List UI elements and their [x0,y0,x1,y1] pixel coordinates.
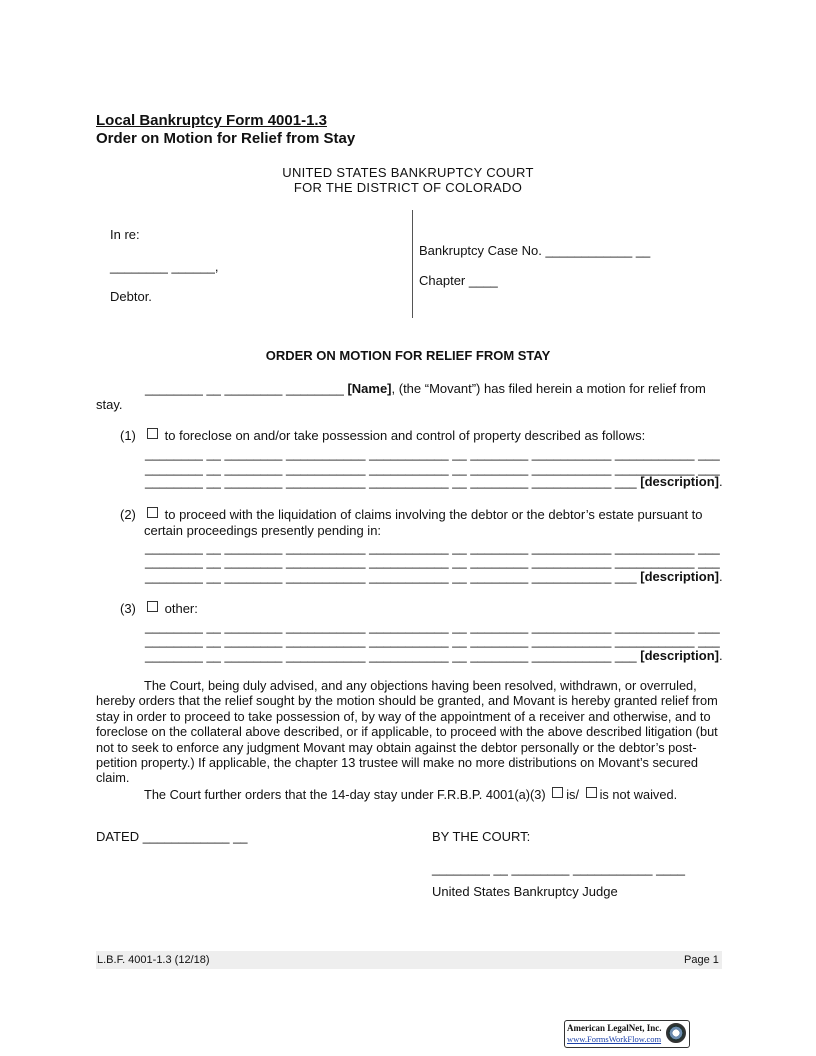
chapter-field[interactable]: Chapter ____ [419,273,498,288]
item-3-option [144,601,198,616]
order-paragraph-1: The Court, being duly advised, and any objections having been resolved, withdrawn, or overruled, hereby orders that the relief sought by the motion should be granted, and Movant is hereby granted relief from stay in order to proceed to take possession of, by way of the appointment of a receiver and otherwise, and to foreclose on the collateral above described, or if applicable, to proceed with the above described litigation (but not to seek to enforce any judgment Movant may obtain against the debtor personally or the debtor’s post-petition property.) If applicable, the chapter 13 trustee will make no more distributions on Movant’s secured claim. [96,678,718,786]
legalnet-globe-icon [666,1023,686,1043]
item-2-line-1[interactable]: ________ __ ________ ___________ ___________ __ ________ ___________ ___________ ___ [145,540,720,555]
movant-intro-text: , (the “Movant”) has filed herein a motion for relief from [391,381,706,396]
legalnet-logo-name: American LegalNet, Inc. [567,1023,662,1033]
item-1-option [144,428,645,443]
in-re-label: In re: [110,227,140,242]
judge-signature-line[interactable]: ________ __ ________ ___________ ____ [432,861,686,876]
movant-intro [145,381,706,396]
name-tag: [Name] [347,381,392,396]
form-number-title: Local Bankruptcy Form 4001-1.3 [96,112,327,129]
item-3-checkbox[interactable] [147,601,158,612]
stay-not-waived-checkbox[interactable] [586,787,597,798]
movant-name-blank[interactable]: ________ __ ________ ________ [145,381,348,396]
item-2-option [144,507,703,522]
item-2-period: . [718,569,723,584]
order-body [96,678,721,802]
item-3-number: (3) [120,601,136,616]
footer-form-id: L.B.F. 4001-1.3 (12/18) [97,954,210,966]
stay-is-waived-checkbox[interactable] [552,787,563,798]
item-1-line-3 [145,474,723,489]
court-district: FOR THE DISTRICT OF COLORADO [293,180,523,195]
item-2-text: to proceed with the liquidation of claims involving the debtor or the debtor’s estate pursuant to [164,507,703,522]
item-3-description-tag: [description] [640,648,719,663]
item-1-text: to foreclose on and/or take possession and control of property described as follows: [164,428,646,443]
caption-divider [412,210,413,318]
debtor-name-blank[interactable]: ________ ______, [110,259,219,274]
movant-intro-wrap: stay. [96,397,123,412]
item-1-checkbox[interactable] [147,428,158,439]
item-2-checkbox[interactable] [147,507,158,518]
debtor-label: Debtor. [110,289,152,304]
item-3-line-1[interactable]: ________ __ ________ ___________ ___________ __ ________ ___________ ___________ ___ [145,619,720,634]
item-1-line-3-blank[interactable]: ________ __ ________ ___________ ___________ __ ________ ___________ ___ [145,474,641,489]
item-1-period: . [718,474,723,489]
judge-title: United States Bankruptcy Judge [432,884,618,899]
form-subtitle: Order on Motion for Relief from Stay [96,130,356,147]
legalnet-logo-link[interactable]: www.FormsWorkFlow.com [567,1034,662,1044]
court-name: UNITED STATES BANKRUPTCY COURT [282,165,534,180]
item-3-text: other: [164,601,198,616]
item-2-line-2[interactable]: ________ __ ________ ___________ ___________ __ ________ ___________ ___________ ___ [145,554,720,569]
stay-is-label: is/ [566,786,580,802]
item-1-line-2[interactable]: ________ __ ________ ___________ ___________ __ ________ ___________ ___________ ___ [145,461,720,476]
item-2-text-wrap: certain proceedings presently pending in: [144,523,382,538]
item-3-line-3 [145,648,723,663]
case-number-field[interactable]: Bankruptcy Case No. ____________ __ [419,243,651,258]
order-title: ORDER ON MOTION FOR RELIEF FROM STAY [265,348,551,363]
by-the-court-label: BY THE COURT: [432,829,531,844]
item-1-line-1[interactable]: ________ __ ________ ___________ ___________ __ ________ ___________ ___________ ___ [145,446,720,461]
item-3-line-3-blank[interactable]: ________ __ ________ ___________ ___________ __ ________ ___________ ___ [145,648,641,663]
dated-field[interactable]: DATED ____________ __ [96,829,248,844]
stay-not-waived-label: is not waived. [599,786,678,802]
item-3-period: . [718,648,723,663]
item-3-line-2[interactable]: ________ __ ________ ___________ ___________ __ ________ ___________ ___________ ___ [145,633,720,648]
item-2-line-3 [145,569,723,584]
item-1-description-tag: [description] [640,474,719,489]
item-1-number: (1) [120,428,136,443]
footer-page-number: Page 1 [684,954,719,966]
order-paragraph-2 [96,787,721,802]
item-2-number: (2) [120,507,136,522]
item-2-line-3-blank[interactable]: ________ __ ________ ___________ ___________ __ ________ ___________ ___ [145,569,641,584]
item-2-description-tag: [description] [640,569,719,584]
stay-waiver-text: The Court further orders that the 14-day stay under F.R.B.P. 4001(a)(3) [144,786,546,802]
